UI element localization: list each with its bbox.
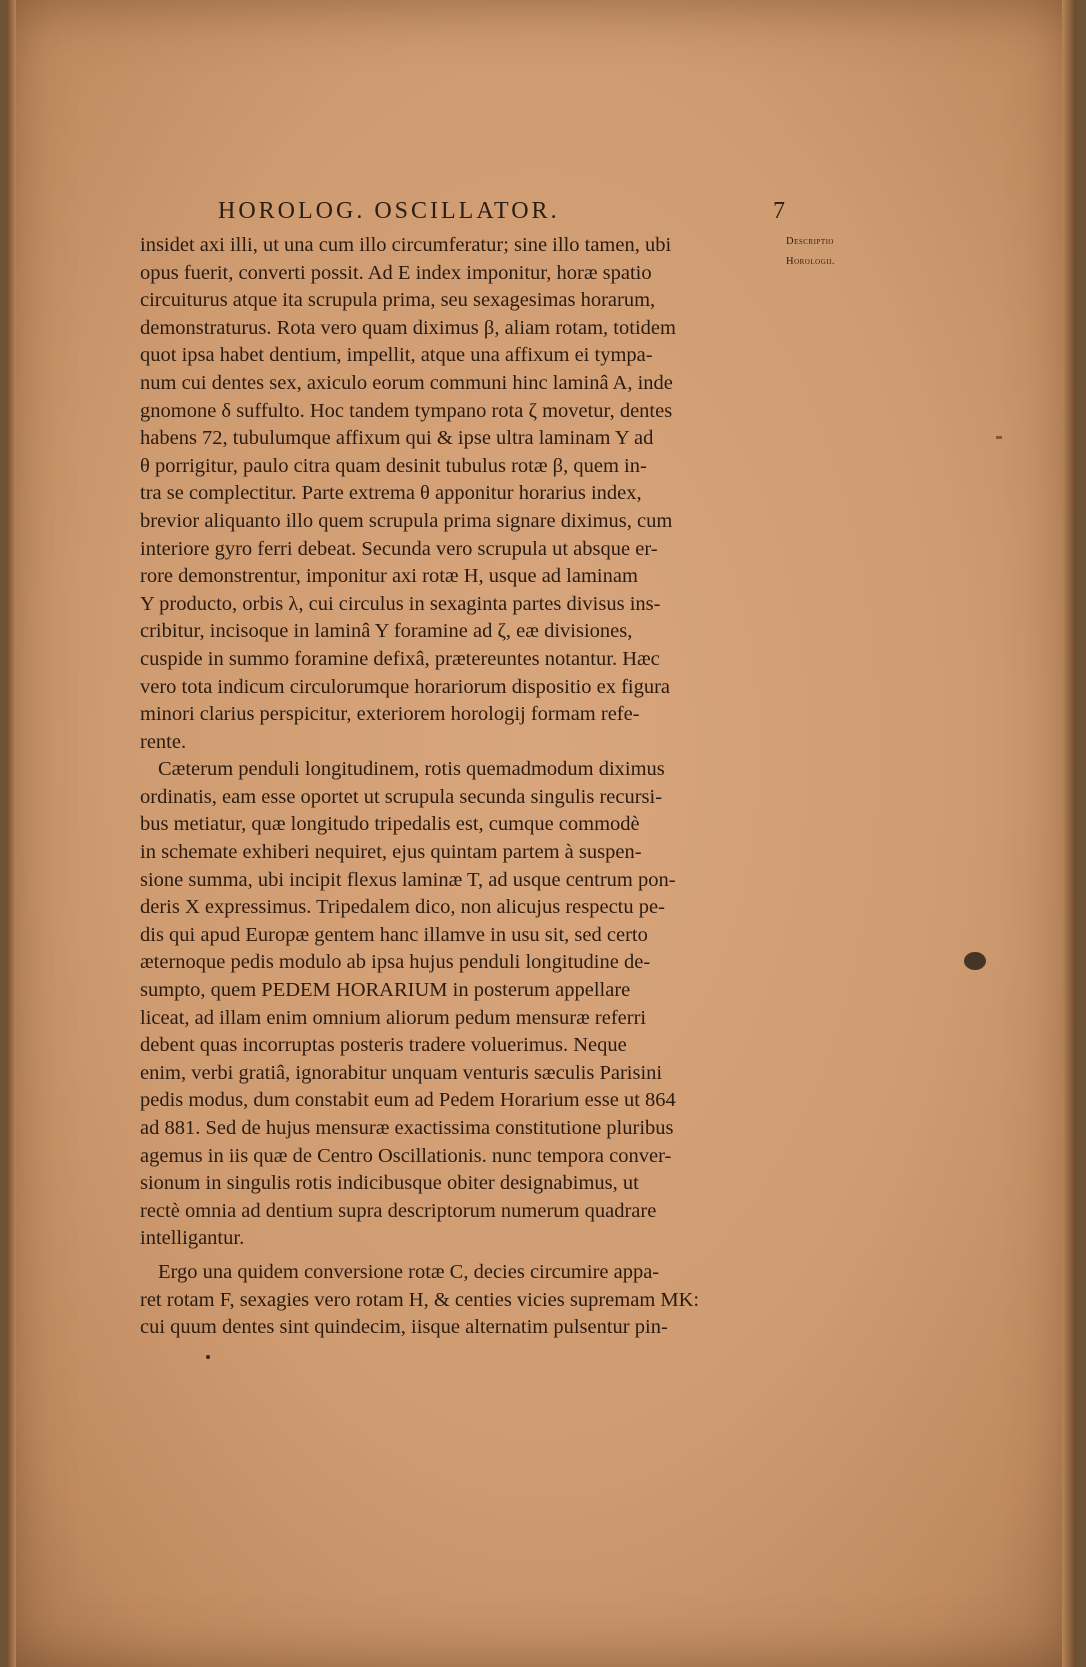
text-line: θ porrigitur, paulo citra quam desinit tubulus rotæ β, quem in- (140, 454, 647, 477)
marginal-note-line: Descriptio (786, 236, 834, 247)
text-line: interiore gyro ferri debeat. Secunda vero scrupula ut absque er- (140, 537, 658, 560)
page-edge-right (1062, 0, 1076, 1667)
paragraph-1 (140, 232, 794, 756)
marginal-note-line: Horologii. (786, 256, 836, 267)
text-line: minori clarius perspicitur, exteriorem horologij formam refe- (140, 703, 640, 726)
text-line: insidet axi illi, ut una cum illo circumferatur; sine illo tamen, ubi (140, 234, 672, 256)
text-line: liceat, ad illam enim omnium aliorum pedum mensuræ referri (140, 1006, 647, 1029)
text-line: debent quas incorruptas posteris tradere voluerimus. Neque (140, 1034, 627, 1057)
text-line: Y producto, orbis λ, cui circulus in sexaginta partes divisus ins- (140, 592, 661, 615)
page-edge-left (6, 0, 16, 1667)
text-line: agemus in iis quæ de Centro Oscillationis. nunc tempora conver- (140, 1144, 672, 1167)
text-line: cribitur, incisoque in laminâ Y foramine ad ζ, eæ divisiones, (140, 620, 633, 643)
text-line: bus metiatur, quæ longitudo tripedalis est, cumque commodè (140, 813, 640, 836)
text-line: deris X expressimus. Tripedalem dico, non alicujus respectu pe- (140, 896, 665, 919)
running-header (218, 198, 788, 228)
text-line: demonstraturus. Rota vero quam diximus β, aliam rotam, totidem (140, 316, 676, 339)
page-number: 7 (773, 198, 788, 224)
text-line: æternoque pedis modulo ab ipsa hujus penduli longitudine de- (140, 951, 651, 974)
text-line: sionum in singulis rotis indicibusque obiter designabimus, ut (140, 1172, 639, 1195)
paragraph-3 (140, 1259, 794, 1342)
ink-dot (206, 1355, 210, 1359)
text-line: num cui dentes sex, axiculo eorum communi hinc laminâ A, inde (140, 371, 673, 394)
text-line: quot ipsa habet dentium, impellit, atque una affixum ei tympa- (140, 344, 653, 367)
text-line: opus fuerit, converti possit. Ad E index imponitur, horæ spatio (140, 261, 652, 284)
text-line: tra se complectitur. Parte extrema θ apponitur horarius index, (140, 482, 642, 505)
book-page (6, 0, 1076, 1667)
text-line: circuiturus atque ita scrupula prima, seu sexagesimas horarum, (140, 289, 656, 312)
text-line: pedis modus, dum constabit eum ad Pedem Horarium esse ut 864 (140, 1089, 676, 1112)
text-line: brevior aliquanto illo quem scrupula prima signare diximus, cum (140, 509, 673, 532)
ink-mark (996, 436, 1002, 439)
text-line: ret rotam F, sexagies vero rotam H, & centies vicies supremam MK: (140, 1288, 700, 1311)
text-line: rente. (140, 730, 187, 753)
text-line: dis qui apud Europæ gentem hanc illamve in usu sit, sed certo (140, 923, 648, 946)
text-line: gnomone δ suffulto. Hoc tandem tympano rota ζ movetur, dentes (140, 399, 673, 422)
text-line: ad 881. Sed de hujus mensuræ exactissima constitutione pluribus (140, 1117, 674, 1139)
text-line: habens 72, tubulumque affixum qui & ipse ultra laminam Y ad (140, 427, 654, 450)
text-line: in schemate exhiberi nequiret, ejus quintam partem à suspen- (140, 841, 642, 864)
text-line: rectè omnia ad dentium supra descriptorum numerum quadrare (140, 1199, 657, 1222)
text-line: cuspide in summo foramine defixâ, prætereuntes notantur. Hæc (140, 647, 660, 670)
text-line: vero tota indicum circulorumque horariorum dispositio ex figura (140, 675, 671, 698)
text-line: intelligantur. (140, 1227, 245, 1250)
body-text (140, 232, 794, 1342)
text-line: sumpto, quem PEDEM HORARIUM in posterum appellare (140, 979, 631, 1002)
running-title: HOROLOG. OSCILLATOR. (218, 198, 560, 224)
text-line: rore demonstrentur, imponitur axi rotæ H, usque ad laminam (140, 565, 638, 588)
marginal-note (786, 232, 886, 272)
text-line: ordinatis, eam esse oportet ut scrupula secunda singulis recursi- (140, 785, 663, 808)
ink-stain (964, 952, 986, 970)
text-line: cui quum dentes sint quindecim, iisque alternatim pulsentur pin- (140, 1316, 668, 1339)
text-line: enim, verbi gratiâ, ignorabitur unquam venturis sæculis Parisini (140, 1061, 663, 1084)
paragraph-2 (140, 756, 794, 1253)
text-line: Cæterum penduli longitudinem, rotis quemadmodum diximus (158, 758, 665, 781)
text-line: sione summa, ubi incipit flexus laminæ T, ad usque centrum pon- (140, 868, 676, 891)
text-line: Ergo una quidem conversione rotæ C, decies circumire appa- (158, 1260, 660, 1283)
